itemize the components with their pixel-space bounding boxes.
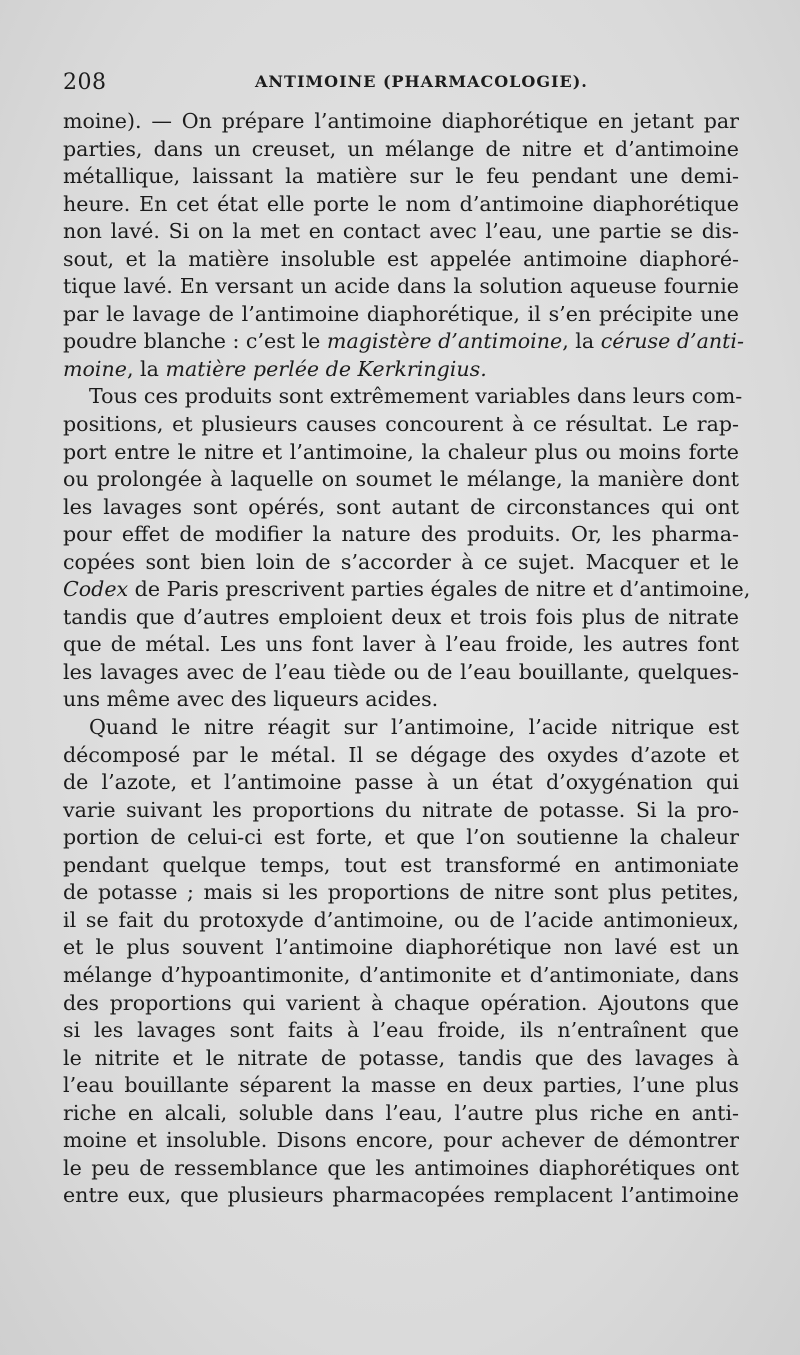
text-line: heure. En cet état elle porte le nom d’antimoine diaphorétique bbox=[63, 191, 739, 216]
text-line-with-italics bbox=[63, 356, 739, 384]
text-line: le nitrite et le nitrate de potasse, tandis que des lavages à bbox=[63, 1045, 739, 1070]
page-number: 208 bbox=[63, 70, 107, 95]
text-line: les lavages avec de l’eau tiède ou de l’eau bouillante, quelques- bbox=[63, 659, 739, 684]
text-line: pour effet de modifier la nature des produits. Or, les pharma- bbox=[63, 522, 739, 547]
text-line: copées sont bien loin de s’accorder à ce sujet. Macquer et le bbox=[63, 549, 739, 574]
text-line: portion de celui-ci est forte, et que l’on soutienne la chaleur bbox=[63, 825, 739, 850]
text-run: de Paris prescrivent parties égales de nitre et d’antimoine, bbox=[128, 577, 751, 602]
text-line: pendant quelque temps, tout est transformé en antimoniate bbox=[63, 852, 739, 877]
text-line: l’eau bouillante séparent la masse en deux parties, l’une plus bbox=[63, 1073, 739, 1098]
text-line: uns même avec des liqueurs acides. bbox=[63, 687, 439, 712]
italic-term: moine bbox=[63, 356, 127, 381]
text-line: il se fait du protoxyde d’antimoine, ou de l’acide antimonieux, bbox=[63, 907, 739, 932]
text-run: , la bbox=[562, 329, 601, 354]
text-line: de l’azote, et l’antimoine passe à un état d’oxygénation qui bbox=[63, 770, 739, 795]
text-line: par le lavage de l’antimoine diaphorétique, il s’en précipite une bbox=[63, 301, 739, 326]
italic-term: magistère d’antimoine bbox=[326, 329, 563, 354]
text-line: les lavages sont opérés, sont autant de circonstances qui ont bbox=[63, 494, 739, 519]
text-line: sout, et la matière insoluble est appelée antimoine diaphoré- bbox=[63, 246, 739, 271]
text-line: que de métal. Les uns font laver à l’eau froide, les autres font bbox=[63, 632, 739, 657]
text-line: des proportions qui varient à chaque opération. Ajoutons que bbox=[63, 990, 739, 1015]
text-line: varie suivant les proportions du nitrate de potasse. Si la pro- bbox=[63, 797, 739, 822]
text-line: décomposé par le métal. Il se dégage des oxydes d’azote et bbox=[63, 742, 739, 767]
text-run: , la bbox=[126, 356, 166, 381]
text-line: positions, et plusieurs causes concourent à ce résultat. Le rap- bbox=[63, 412, 739, 437]
text-line: tandis que d’autres emploient deux et trois fois plus de nitrate bbox=[63, 604, 739, 629]
text-line-with-italics bbox=[63, 328, 744, 356]
text-line: entre eux, que plusieurs pharmacopées remplacent l’antimoine bbox=[63, 1183, 739, 1208]
text-run: poudre blanche : c’est le bbox=[63, 329, 327, 354]
text-line: ou prolongée à laquelle on soumet le mélange, la manière dont bbox=[63, 467, 739, 492]
text-line: métallique, laissant la matière sur le feu pendant une demi- bbox=[63, 164, 739, 189]
text-line: de potasse ; mais si les proportions de nitre sont plus petites, bbox=[63, 880, 739, 905]
text-line: non lavé. Si on la met en contact avec l’eau, une partie se dis- bbox=[63, 219, 739, 244]
running-head: ANTIMOINE (PHARMACOLOGIE). bbox=[255, 72, 588, 91]
italic-term: Codex bbox=[63, 577, 129, 602]
text-line: le peu de ressemblance que les antimoines diaphorétiques ont bbox=[63, 1155, 739, 1180]
body-text bbox=[63, 108, 751, 1210]
text-line: parties, dans un creuset, un mélange de nitre et d’antimoine bbox=[63, 136, 739, 161]
text-line: mélange d’hypoantimonite, d’antimonite et d’antimoniate, dans bbox=[63, 962, 739, 987]
text-line: port entre le nitre et l’antimoine, la chaleur plus ou moins forte bbox=[63, 439, 739, 464]
paragraph-start-line: Quand le nitre réagit sur l’antimoine, l’acide nitrique est bbox=[89, 715, 739, 740]
italic-term: matière perlée de Kerkringius. bbox=[165, 356, 487, 381]
text-line: si les lavages sont faits à l’eau froide, ils n’entraînent que bbox=[63, 1018, 739, 1043]
text-line: moine et insoluble. Disons encore, pour achever de démontrer bbox=[63, 1128, 739, 1153]
text-line: riche en alcali, soluble dans l’eau, l’autre plus riche en anti- bbox=[63, 1100, 739, 1125]
text-line-with-italics bbox=[63, 576, 751, 604]
paragraph-start-line: Tous ces produits sont extrêmement variables dans leurs com- bbox=[89, 384, 743, 409]
italic-term: céruse d’anti- bbox=[600, 329, 744, 354]
text-line: tique lavé. En versant un acide dans la solution aqueuse fournie bbox=[63, 274, 739, 299]
text-line: moine). — On prépare l’antimoine diaphorétique en jetant par bbox=[63, 109, 739, 133]
text-line: et le plus souvent l’antimoine diaphorétique non lavé est un bbox=[63, 935, 739, 960]
page-header bbox=[63, 70, 743, 100]
